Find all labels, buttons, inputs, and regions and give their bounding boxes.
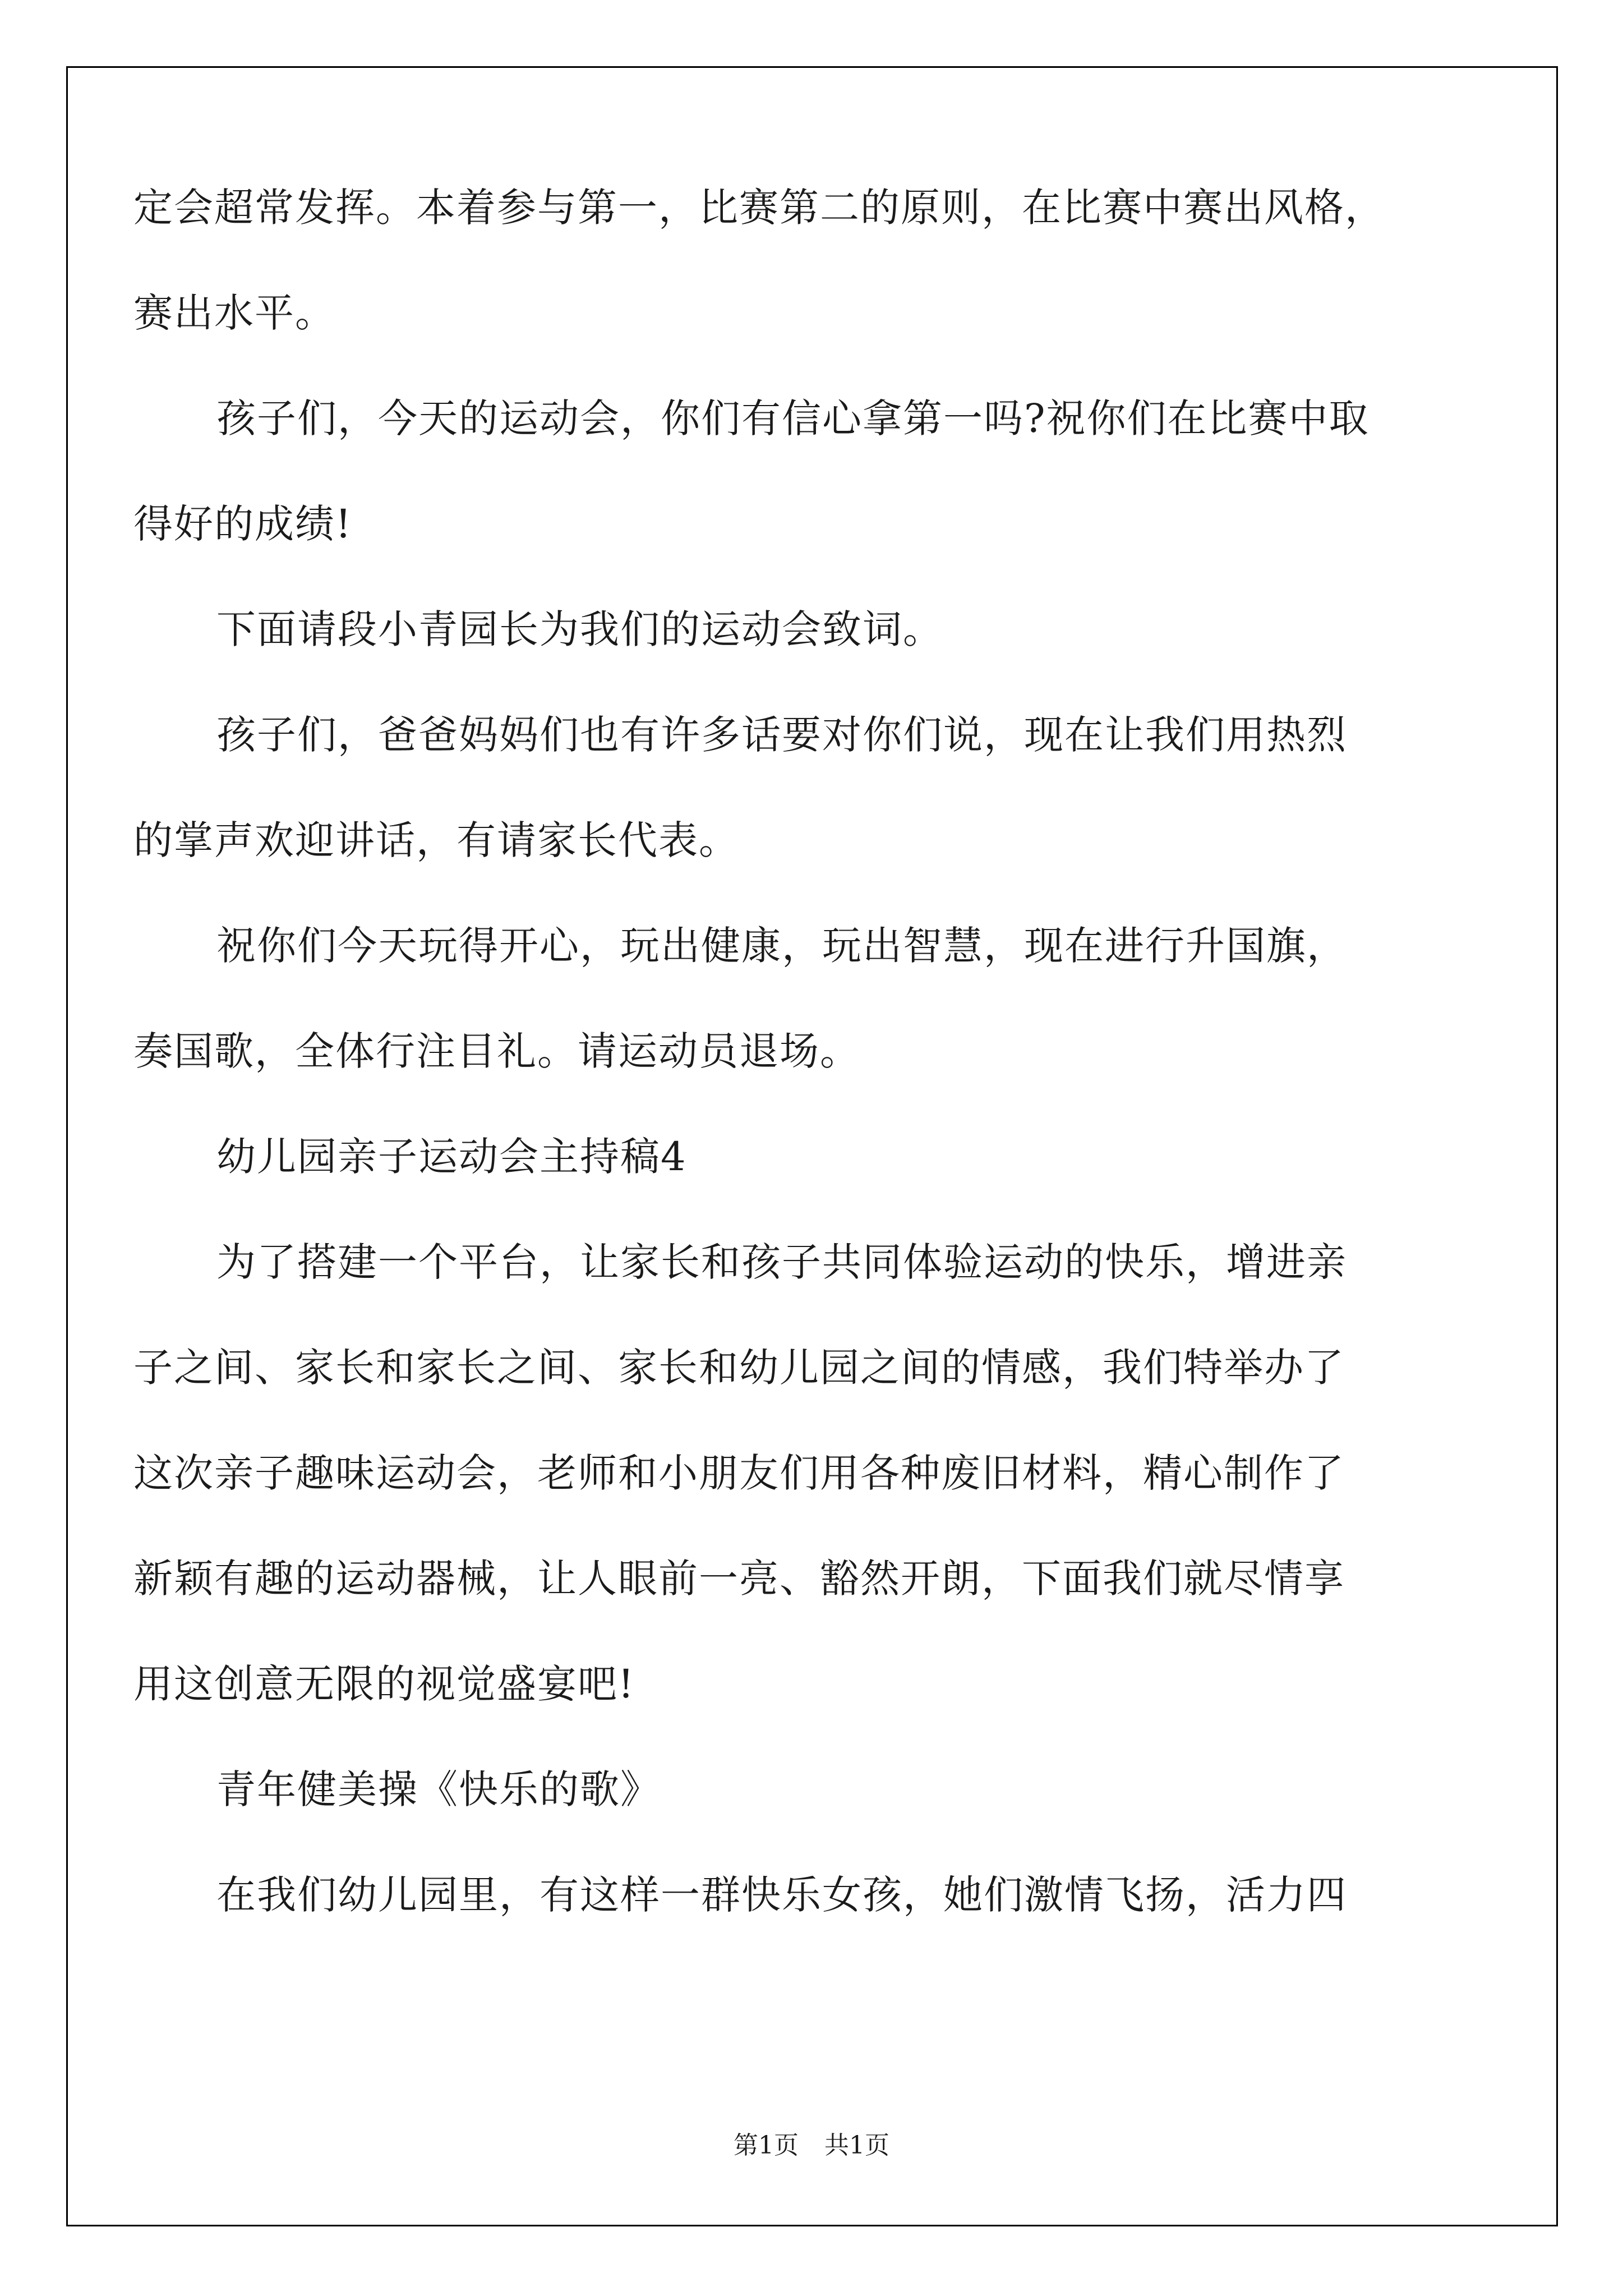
text-line: 得好的成绩! [133, 501, 353, 547]
text-line: 这次亲子趣味运动会，老师和小朋友们用各种废旧材料，精心制作了 [133, 1450, 1345, 1496]
page-number: 第1页 [734, 2131, 799, 2160]
text-line: 新颖有趣的运动器械，让人眼前一亮、豁然开朗，下面我们就尽情享 [133, 1556, 1345, 1602]
text-line: 赛出水平。 [133, 290, 335, 336]
page-footer [0, 2129, 1623, 2162]
text-line: 用这创意无限的视觉盛宴吧! [133, 1661, 635, 1707]
text-line: 的掌声欢迎讲话，有请家长代表。 [133, 817, 739, 863]
text-line: 孩子们，今天的运动会，你们有信心拿第一吗?祝你们在比赛中取 [216, 395, 1370, 441]
text-line: 在我们幼儿园里，有这样一群快乐女孩，她们激情飞扬，活力四 [216, 1872, 1347, 1918]
text-line: 祝你们今天玩得开心，玩出健康，玩出智慧，现在进行升国旗， [216, 923, 1347, 969]
text-line: 下面请段小青园长为我们的运动会致词。 [216, 606, 943, 652]
program-title: 青年健美操《快乐的歌》 [216, 1766, 661, 1812]
section-heading: 幼儿园亲子运动会主持稿4 [216, 1134, 687, 1180]
text-line: 定会超常发挥。本着参与第一，比赛第二的原则，在比赛中赛出风格， [133, 185, 1385, 231]
text-line: 孩子们，爸爸妈妈们也有许多话要对你们说，现在让我们用热烈 [216, 712, 1347, 758]
text-line: 奏国歌，全体行注目礼。请运动员退场。 [133, 1028, 860, 1074]
page-total: 共1页 [824, 2131, 889, 2160]
text-line: 子之间、家长和家长之间、家长和幼儿园之间的情感，我们特举办了 [133, 1345, 1345, 1391]
text-line: 为了搭建一个平台，让家长和孩子共同体验运动的快乐，增进亲 [216, 1239, 1347, 1285]
